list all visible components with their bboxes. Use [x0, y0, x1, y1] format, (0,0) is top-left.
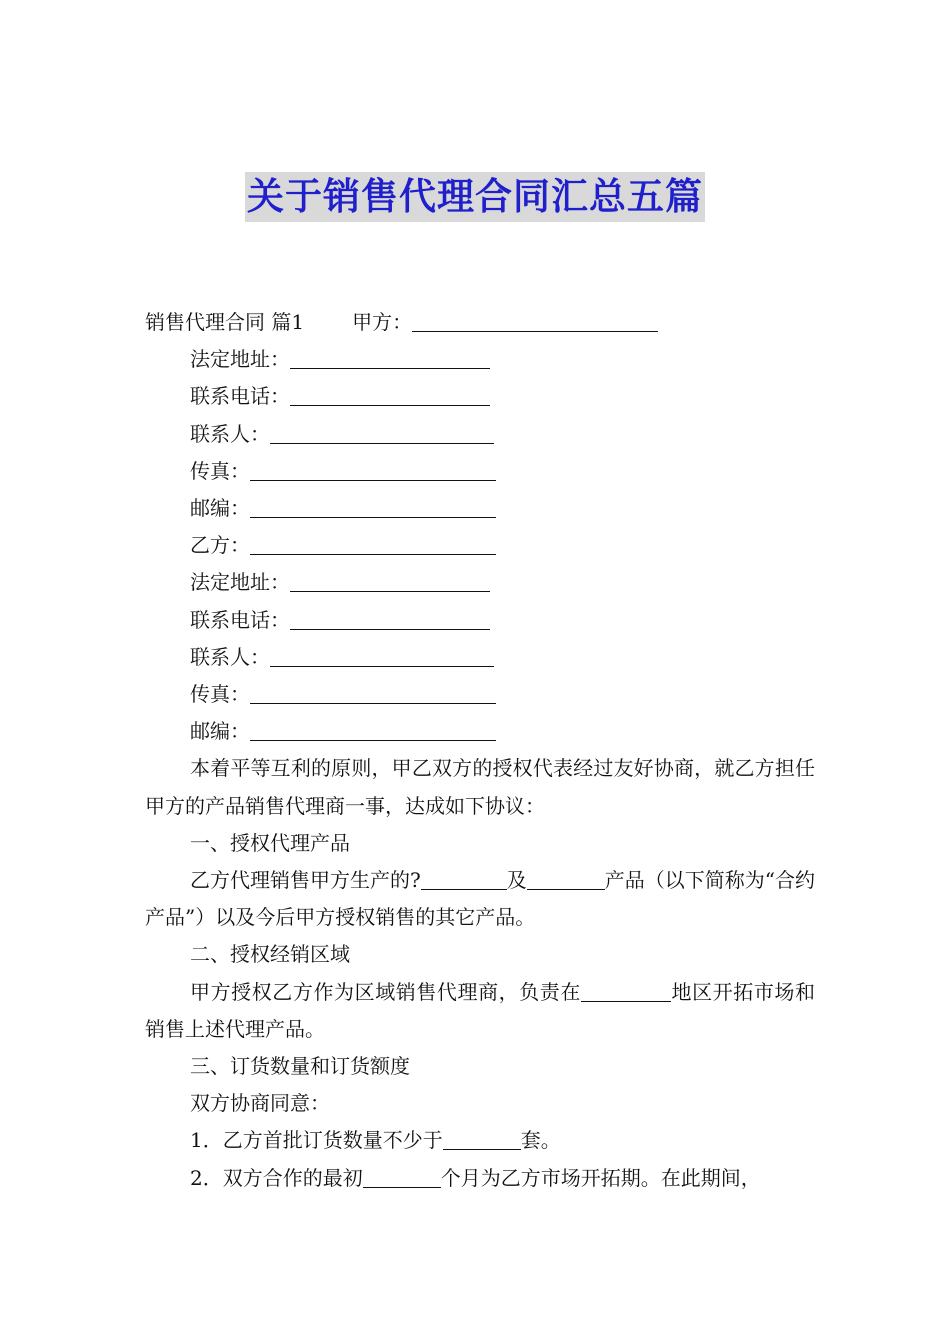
- party-a-field-0: [145, 341, 815, 378]
- field-blank: [290, 569, 490, 592]
- contract-heading: 销售代理合同 篇1: [145, 310, 305, 334]
- item2-text-a: 2．双方合作的最初: [190, 1165, 363, 1190]
- section3-title: 三、订货数量和订货额度: [190, 1054, 410, 1079]
- region-blank: [581, 979, 671, 1002]
- party-a-fields: [145, 341, 815, 527]
- party-a-field-4: [145, 490, 815, 527]
- field-label: 传真：: [190, 458, 250, 483]
- field-blank: [270, 644, 494, 667]
- field-label: 联系电话：: [190, 384, 290, 409]
- months-blank: [363, 1165, 441, 1188]
- field-label: 法定地址：: [190, 347, 290, 372]
- section1-text-b: 及: [506, 868, 527, 893]
- party-b-label: 乙方：: [190, 533, 250, 558]
- item-2: [145, 1160, 815, 1197]
- section2-text-b: 地区开拓市场和销售上述代理产品。: [145, 979, 816, 1041]
- section2-title: 二、授权经销区域: [190, 942, 350, 967]
- party-a-blank: [412, 309, 658, 332]
- field-label: 邮编：: [190, 719, 250, 744]
- field-label: 法定地址：: [190, 570, 290, 595]
- intro-paragraph: 本着平等互利的原则，甲乙双方的授权代表经过友好协商，就乙方担任甲方的产品销售代理商一事，达成如下协议：: [145, 756, 815, 818]
- field-blank: [290, 346, 490, 369]
- section1-title: 一、授权代理产品: [190, 830, 350, 855]
- party-b-field-2: [145, 639, 815, 676]
- party-a-label: 甲方：: [352, 310, 413, 334]
- heading-line: [145, 304, 815, 341]
- section2-paragraph: [145, 974, 815, 1048]
- section1-paragraph: [145, 862, 815, 936]
- product-blank-2: [527, 867, 605, 890]
- field-blank: [250, 718, 496, 741]
- party-b-field-3: [145, 676, 815, 713]
- party-a-field-1: [145, 378, 815, 415]
- item1-text-b: 套。: [520, 1128, 561, 1153]
- field-label: 联系电话：: [190, 607, 290, 632]
- field-blank: [250, 681, 496, 704]
- field-blank: [290, 607, 490, 630]
- party-a-field-3: [145, 453, 815, 490]
- quantity-blank: [443, 1127, 521, 1150]
- party-b-field-0: [145, 564, 815, 601]
- product-blank-1: [421, 867, 507, 890]
- party-b-field-1: [145, 602, 815, 639]
- field-label: 联系人：: [190, 421, 270, 446]
- section1-text-c: 产品（以下简称为“合约产品”）以及今后甲方授权销售的其它产品。: [145, 868, 816, 930]
- document-title: 关于销售代理合同汇总五篇: [245, 172, 705, 222]
- item2-text-b: 个月为乙方市场开拓期。在此期间，: [440, 1165, 761, 1190]
- section3-intro: 双方协商同意：: [190, 1091, 330, 1116]
- field-blank: [250, 458, 496, 481]
- item-1: [145, 1122, 815, 1159]
- party-b-line: [145, 527, 815, 564]
- title-wrap: [0, 172, 950, 222]
- field-blank: [270, 421, 494, 444]
- party-a-field-2: [145, 416, 815, 453]
- document-body: [145, 304, 815, 1197]
- field-label: 邮编：: [190, 496, 250, 521]
- section1-text-a: 乙方代理销售甲方生产的?: [190, 868, 421, 893]
- section2-text-a: 甲方授权乙方作为区域销售代理商，负责在: [190, 979, 581, 1004]
- item1-text-a: 1．乙方首批订货数量不少于: [190, 1128, 443, 1153]
- party-b-blank: [250, 532, 496, 555]
- field-label: 联系人：: [190, 644, 270, 669]
- field-blank: [250, 495, 496, 518]
- field-blank: [290, 383, 490, 406]
- field-label: 传真：: [190, 682, 250, 707]
- party-b-field-4: [145, 713, 815, 750]
- party-b-fields: [145, 564, 815, 750]
